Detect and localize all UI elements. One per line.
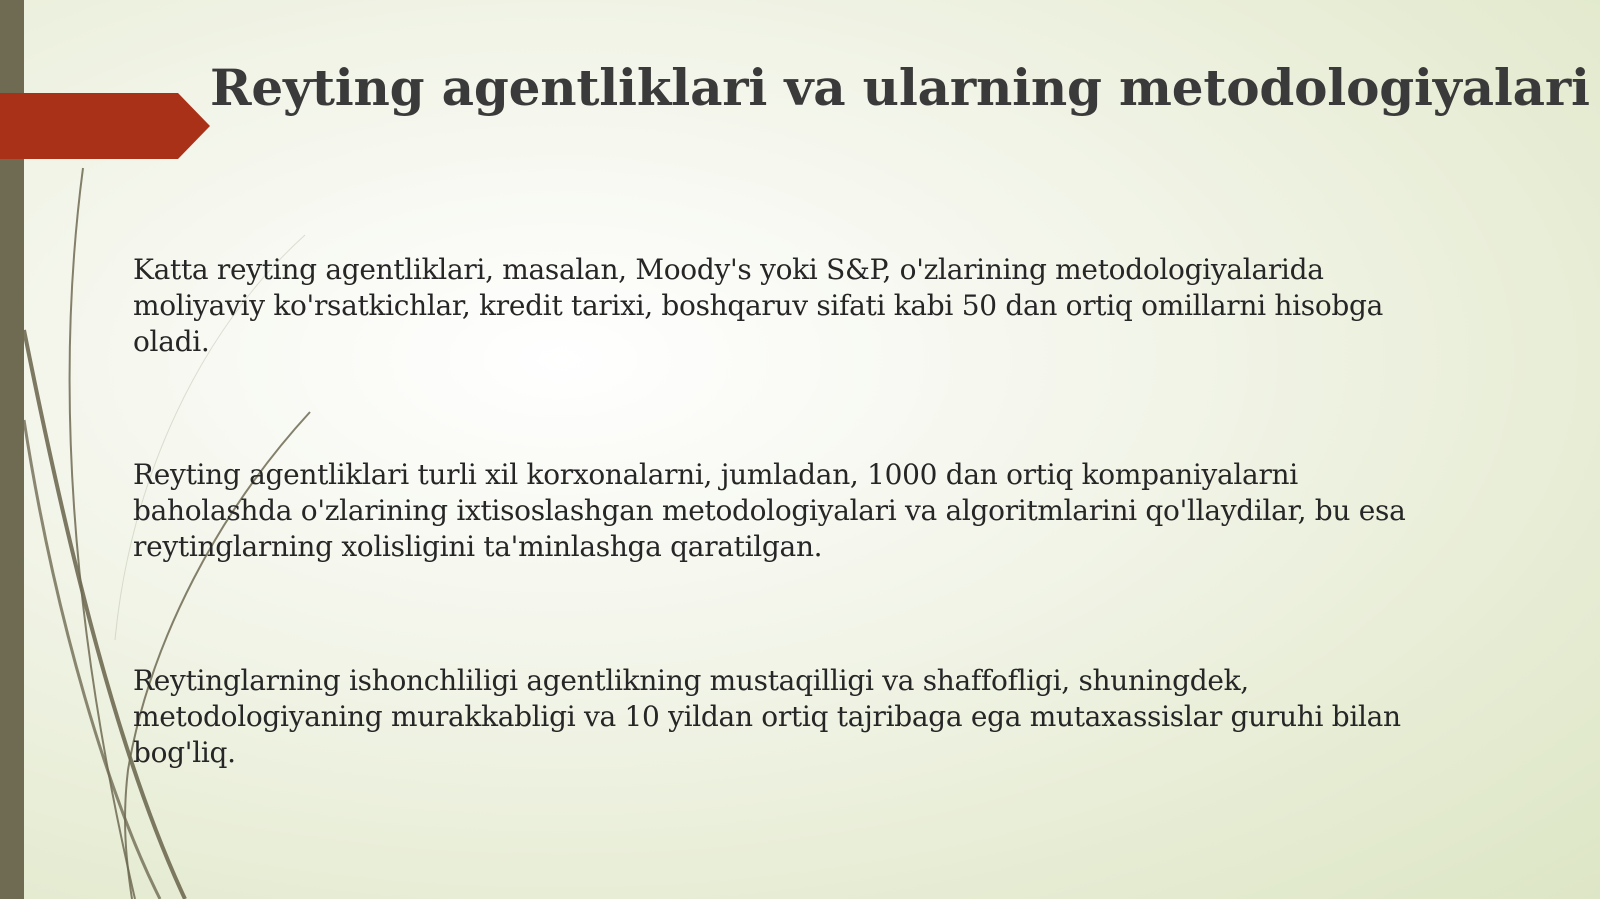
paragraph-2: Reyting agentliklari turli xil korxonalarni, jumladan, 1000 dan ortiq kompaniyalarni baholashda o'zlarining ixtisoslashgan metodologiyalari va algoritmlarini qo'llaydilar, bu esa reytinglarning xolisligini ta'minlashga qaratilgan. xyxy=(133,458,1406,563)
paragraph-3: Reytinglarning ishonchliligi agentlikning mustaqilligi va shaffofligi, shuningdek, metodologiyaning murakkabligi va 10 yildan ortiq tajribaga ega mutaxassislar guruhi bilan bog'liq. xyxy=(133,664,1401,769)
title-arrow-shape xyxy=(0,93,210,159)
paragraph-1: Katta reyting agentliklari, masalan, Moody's yoki S&P, o'zlarining metodologiyalarida moliyaviy ko'rsatkichlar, kredit tarixi, boshqaruv sifati kabi 50 dan ortiq omillarni hisobga oladi. xyxy=(133,253,1384,358)
slide-title: Reyting agentliklari va ularning metodologiyalari xyxy=(210,58,1590,117)
